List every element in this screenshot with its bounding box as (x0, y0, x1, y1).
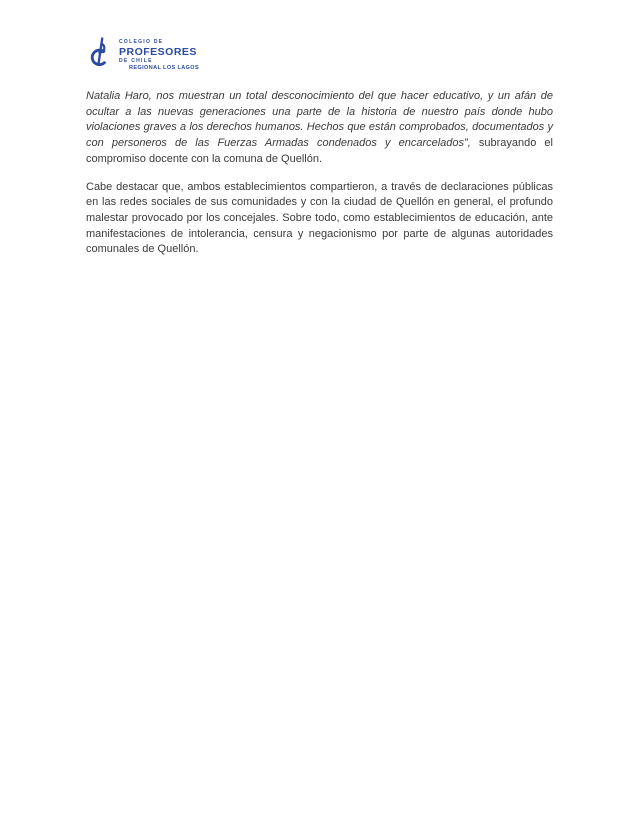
logo-line-profesores: PROFESORES (119, 45, 197, 58)
logo (89, 36, 199, 72)
logo-text (119, 36, 199, 72)
paragraph-statement: Cabe destacar que, ambos establecimientos compartieron, a través de declaraciones públicas en las redes sociales de sus comunidades y con la ciudad de Quellón en general, el profundo malestar provocado por los concejales. Sobre todo, como establecimientos de educación, ante manifestaciones de intolerancia, censura y negacionismo por parte de algunas autoridades comunales de Quellón. (86, 180, 553, 256)
quote-regular-text: subrayando el compromiso docente con la comuna de Quellón. (86, 137, 553, 165)
cp-monogram-icon (89, 36, 109, 72)
logo-line-de-chile: DE CHILE (119, 58, 153, 64)
paragraph-quote (86, 89, 553, 168)
quote-italic-text: Natalia Haro, nos muestran un total desconocimiento del que hacer educativo, y un afán de ocultar a las nuevas generaciones una parte de la historia de nuestro país donde hubo violaciones graves a los derechos humanos. Hechos que están comprobados, documentados y con personeros de las Fuerzas Armadas condenados y encarcelados”, (86, 90, 553, 150)
logo-line-regional-los-lagos: REGIONAL LOS LAGOS (129, 65, 200, 71)
document-body (86, 89, 553, 258)
logo-line-colegio-de: COLEGIO DE (119, 39, 164, 45)
